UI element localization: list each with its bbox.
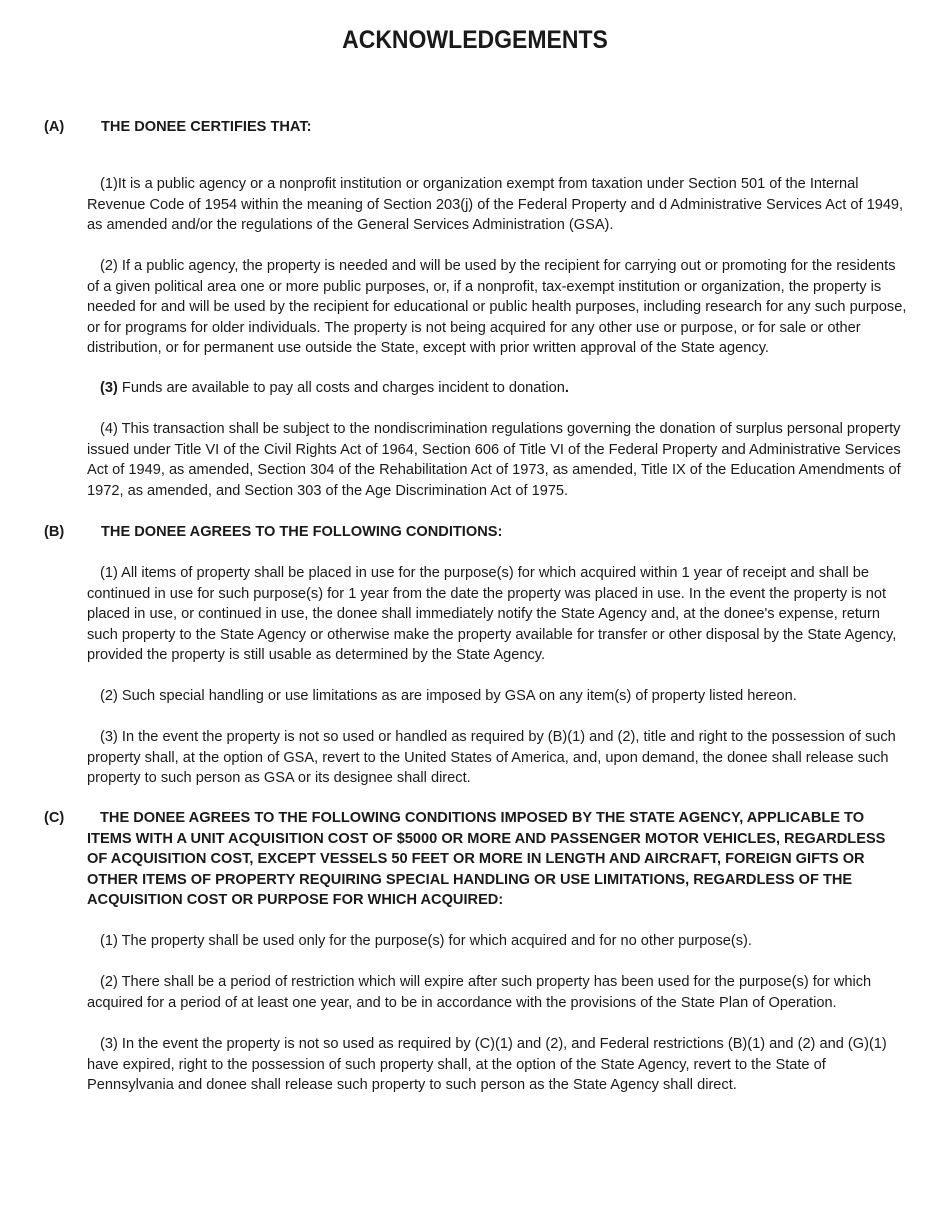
section-a-letter: (A) [44,119,65,135]
section-a-paragraph-2: (2) If a public agency, the property is needed and will be used by the recipient for carrying out or promoting for the residents of a given political area one or more public purposes, or, if a nonprofit, tax-exempt institution or organization, the property is needed for and will be used by the recipient for educational or public health purposes, including research for any such purpose, or for programs for older individuals. The property is not being acquired for any other use or purpose, or for sale or other distribution, or for permanent use outside the State, except with prior written approval of the State agency. [87,258,907,356]
section-c-paragraph-2: (2) There shall be a period of restriction which will expire after such property has been used for the purpose(s) for which acquired for a period of at least one year, and to be in accordance with the provisions of the State Plan of Operation. [87,974,872,1011]
section-b-paragraph-1: (1) All items of property shall be placed in use for the purpose(s) for which acquired within 1 year of receipt and shall be continued in use for such purpose(s) for 1 year from the date the property was placed in use. In the event the property is not placed in use, or continued in use, the donee shall immediately notify the State Agency and, at the donee's expense, return such property to the State Agency or otherwise make the property available for transfer or other disposal by the State Agency, provided the property is still usable as determined by the State Agency. [87,565,897,663]
section-c-heading: THE DONEE AGREES TO THE FOLLOWING CONDITIONS IMPOSED BY THE STATE AGENCY, APPLICABLE TO ITEMS WITH A UNIT ACQUISITION COST OF $5000 OR MORE AND PASSENGER MOTOR VEHICLES, REGARDLESS OF ACQUISITION COST, EXCEPT VESSELS 50 FEET OR MORE IN LENGTH AND AIRCRAFT, FOREIGN GIFTS OR OTHER ITEMS OF PROPERTY REQUIRING SPECIAL HANDLING OR USE LIMITATIONS, REGARDLESS OF THE ACQUISITION COST OR PURPOSE FOR WHICH ACQUIRED: [87,810,886,908]
section-c-letter: (C) [44,810,65,826]
section-a-paragraph-3 [87,378,907,399]
section-b-paragraph-2: (2) Such special handling or use limitations as are imposed by GSA on any item(s) of property listed hereon. [100,688,797,704]
section-a-paragraph-3-text: Funds are available to pay all costs and charges incident to donation [117,380,565,396]
section-b-title: THE DONEE AGREES TO THE FOLLOWING CONDITIONS: [101,524,503,540]
section-a-paragraph-3-end: . [564,380,569,396]
section-a-title: THE DONEE CERTIFIES THAT: [101,119,312,135]
section-c-paragraph-3: (3) In the event the property is not so used as required by (C)(1) and (2), and Federal restrictions (B)(1) and (2) and (G)(1) have expired, right to the possession of such property shall, at the option of the State Agency, revert to the State of Pennsylvania and donee shall release such property to such person as the State Agency shall direct. [87,1036,887,1093]
section-a-paragraph-1: (1)It is a public agency or a nonprofit institution or organization exempt from taxation under Section 501 of the Internal Revenue Code of 1954 within the meaning of Section 203(j) of the Federal Property and d Administrative Services Act of 1949, as amended and/or the regulations of the General Services Administration (GSA). [87,176,904,233]
section-a-paragraph-3-number: (3) [100,380,118,396]
section-b-letter: (B) [44,524,65,540]
section-c-paragraph-1: (1) The property shall be used only for the purpose(s) for which acquired and for no other purpose(s). [100,933,752,949]
section-a-paragraph-4: (4) This transaction shall be subject to the nondiscrimination regulations governing the donation of surplus personal property issued under Title VI of the Civil Rights Act of 1964, Section 606 of Title VI of the Federal Property and Administrative Services Act of 1949, as amended, Section 304 of the Rehabilitation Act of 1973, as amended, Title IX of the Education Amendments of 1972, as amended, and Section 303 of the Age Discrimination Act of 1975. [87,421,901,499]
section-b-paragraph-3: (3) In the event the property is not so used or handled as required by (B)(1) and (2), title and right to the possession of such property shall, at the option of GSA, revert to the United States of America, and, upon demand, the donee shall release such property to such person as GSA or its designee shall direct. [87,729,896,786]
page-title: ACKNOWLEDGEMENTS [342,26,608,54]
